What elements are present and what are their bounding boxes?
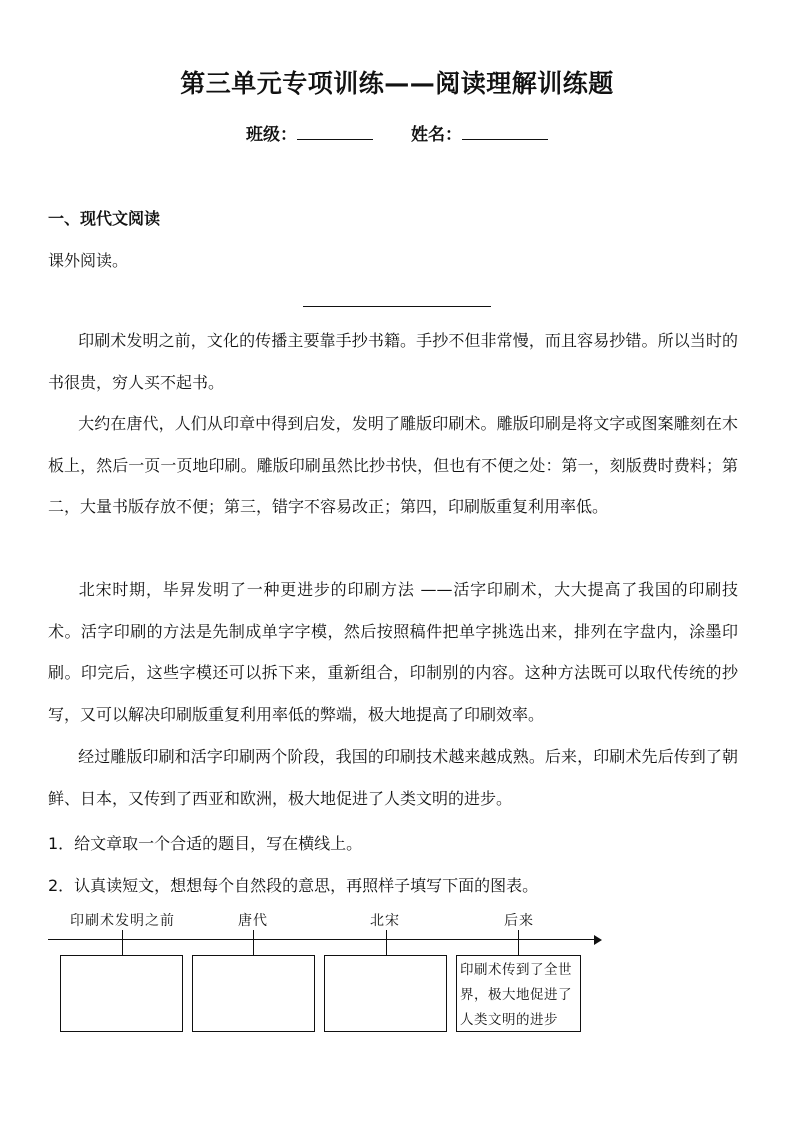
passage-paragraph-1: 印刷术发明之前，文化的传播主要靠手抄书籍。手抄不但非常慢，而且容易抄错。所以当时的书很贵，穷人买不起书。 bbox=[48, 331, 738, 392]
passage-paragraph-3: 北宋时期，毕昇发明了一种更进步的印刷方法 ——活字印刷术，大大提高了我国的印刷技术。活字印刷的方法是先制成单字字模，然后按照稿件把单字挑选出来，排列在字盘内，涂墨印刷。印完后，这些字模还可以拆下来，重新组合，印制别的内容。这种方法既可以取代传统的抄写，又可以解决印刷版重复利用率低的弊端，极大地提高了印刷效率。 bbox=[48, 580, 738, 724]
timeline-answer-box-2[interactable] bbox=[192, 955, 315, 1032]
name-field bbox=[411, 120, 548, 145]
question-2: 2．认真读短文，想想每个自然段的意思，再照样子填写下面的图表。 bbox=[48, 876, 539, 895]
timeline-tick bbox=[122, 930, 123, 955]
instruction-text: 课外阅读。 bbox=[48, 251, 129, 270]
timeline-label-later: 后来 bbox=[504, 913, 534, 929]
name-blank[interactable] bbox=[462, 123, 548, 140]
class-field bbox=[246, 120, 373, 145]
timeline-tick bbox=[386, 930, 387, 955]
timeline-label-song: 北宋 bbox=[370, 913, 400, 929]
timeline-label-tang: 唐代 bbox=[238, 913, 268, 929]
timeline-example-box bbox=[456, 955, 581, 1032]
title-answer-line[interactable] bbox=[303, 306, 491, 307]
class-blank[interactable] bbox=[297, 123, 373, 140]
timeline-diagram bbox=[48, 900, 608, 1050]
timeline-tick bbox=[518, 930, 519, 955]
page-title: 第三单元专项训练——阅读理解训练题 bbox=[180, 69, 614, 98]
class-label: 班级： bbox=[246, 125, 298, 145]
timeline-label-before: 印刷术发明之前 bbox=[70, 913, 175, 929]
timeline-arrow-icon bbox=[594, 935, 602, 945]
section-heading: 一、现代文阅读 bbox=[48, 209, 161, 228]
timeline-answer-box-1[interactable] bbox=[60, 955, 183, 1032]
example-box-text: 印刷术传到了全世 界，极大地促进了 人类文明的进步 bbox=[460, 962, 572, 1028]
timeline-tick bbox=[253, 930, 254, 955]
timeline-axis bbox=[48, 939, 596, 940]
passage-paragraph-2: 大约在唐代，人们从印章中得到启发，发明了雕版印刷术。雕版印刷是将文字或图案雕刻在木板上，然后一页一页地印刷。雕版印刷虽然比抄书快，但也有不便之处：第一，刻版费时费料；第二，大量书版存放不便；第三，错字不容易改正；第四，印刷版重复利用率低。 bbox=[48, 414, 738, 516]
question-1: 1．给文章取一个合适的题目，写在横线上。 bbox=[48, 834, 363, 853]
name-label: 姓名： bbox=[410, 125, 462, 145]
timeline-answer-box-3[interactable] bbox=[324, 955, 447, 1032]
student-info-row bbox=[0, 120, 794, 145]
passage-paragraph-4: 经过雕版印刷和活字印刷两个阶段，我国的印刷技术越来越成熟。后来，印刷术先后传到了朝鲜、日本，又传到了西亚和欧洲，极大地促进了人类文明的进步。 bbox=[48, 747, 738, 808]
